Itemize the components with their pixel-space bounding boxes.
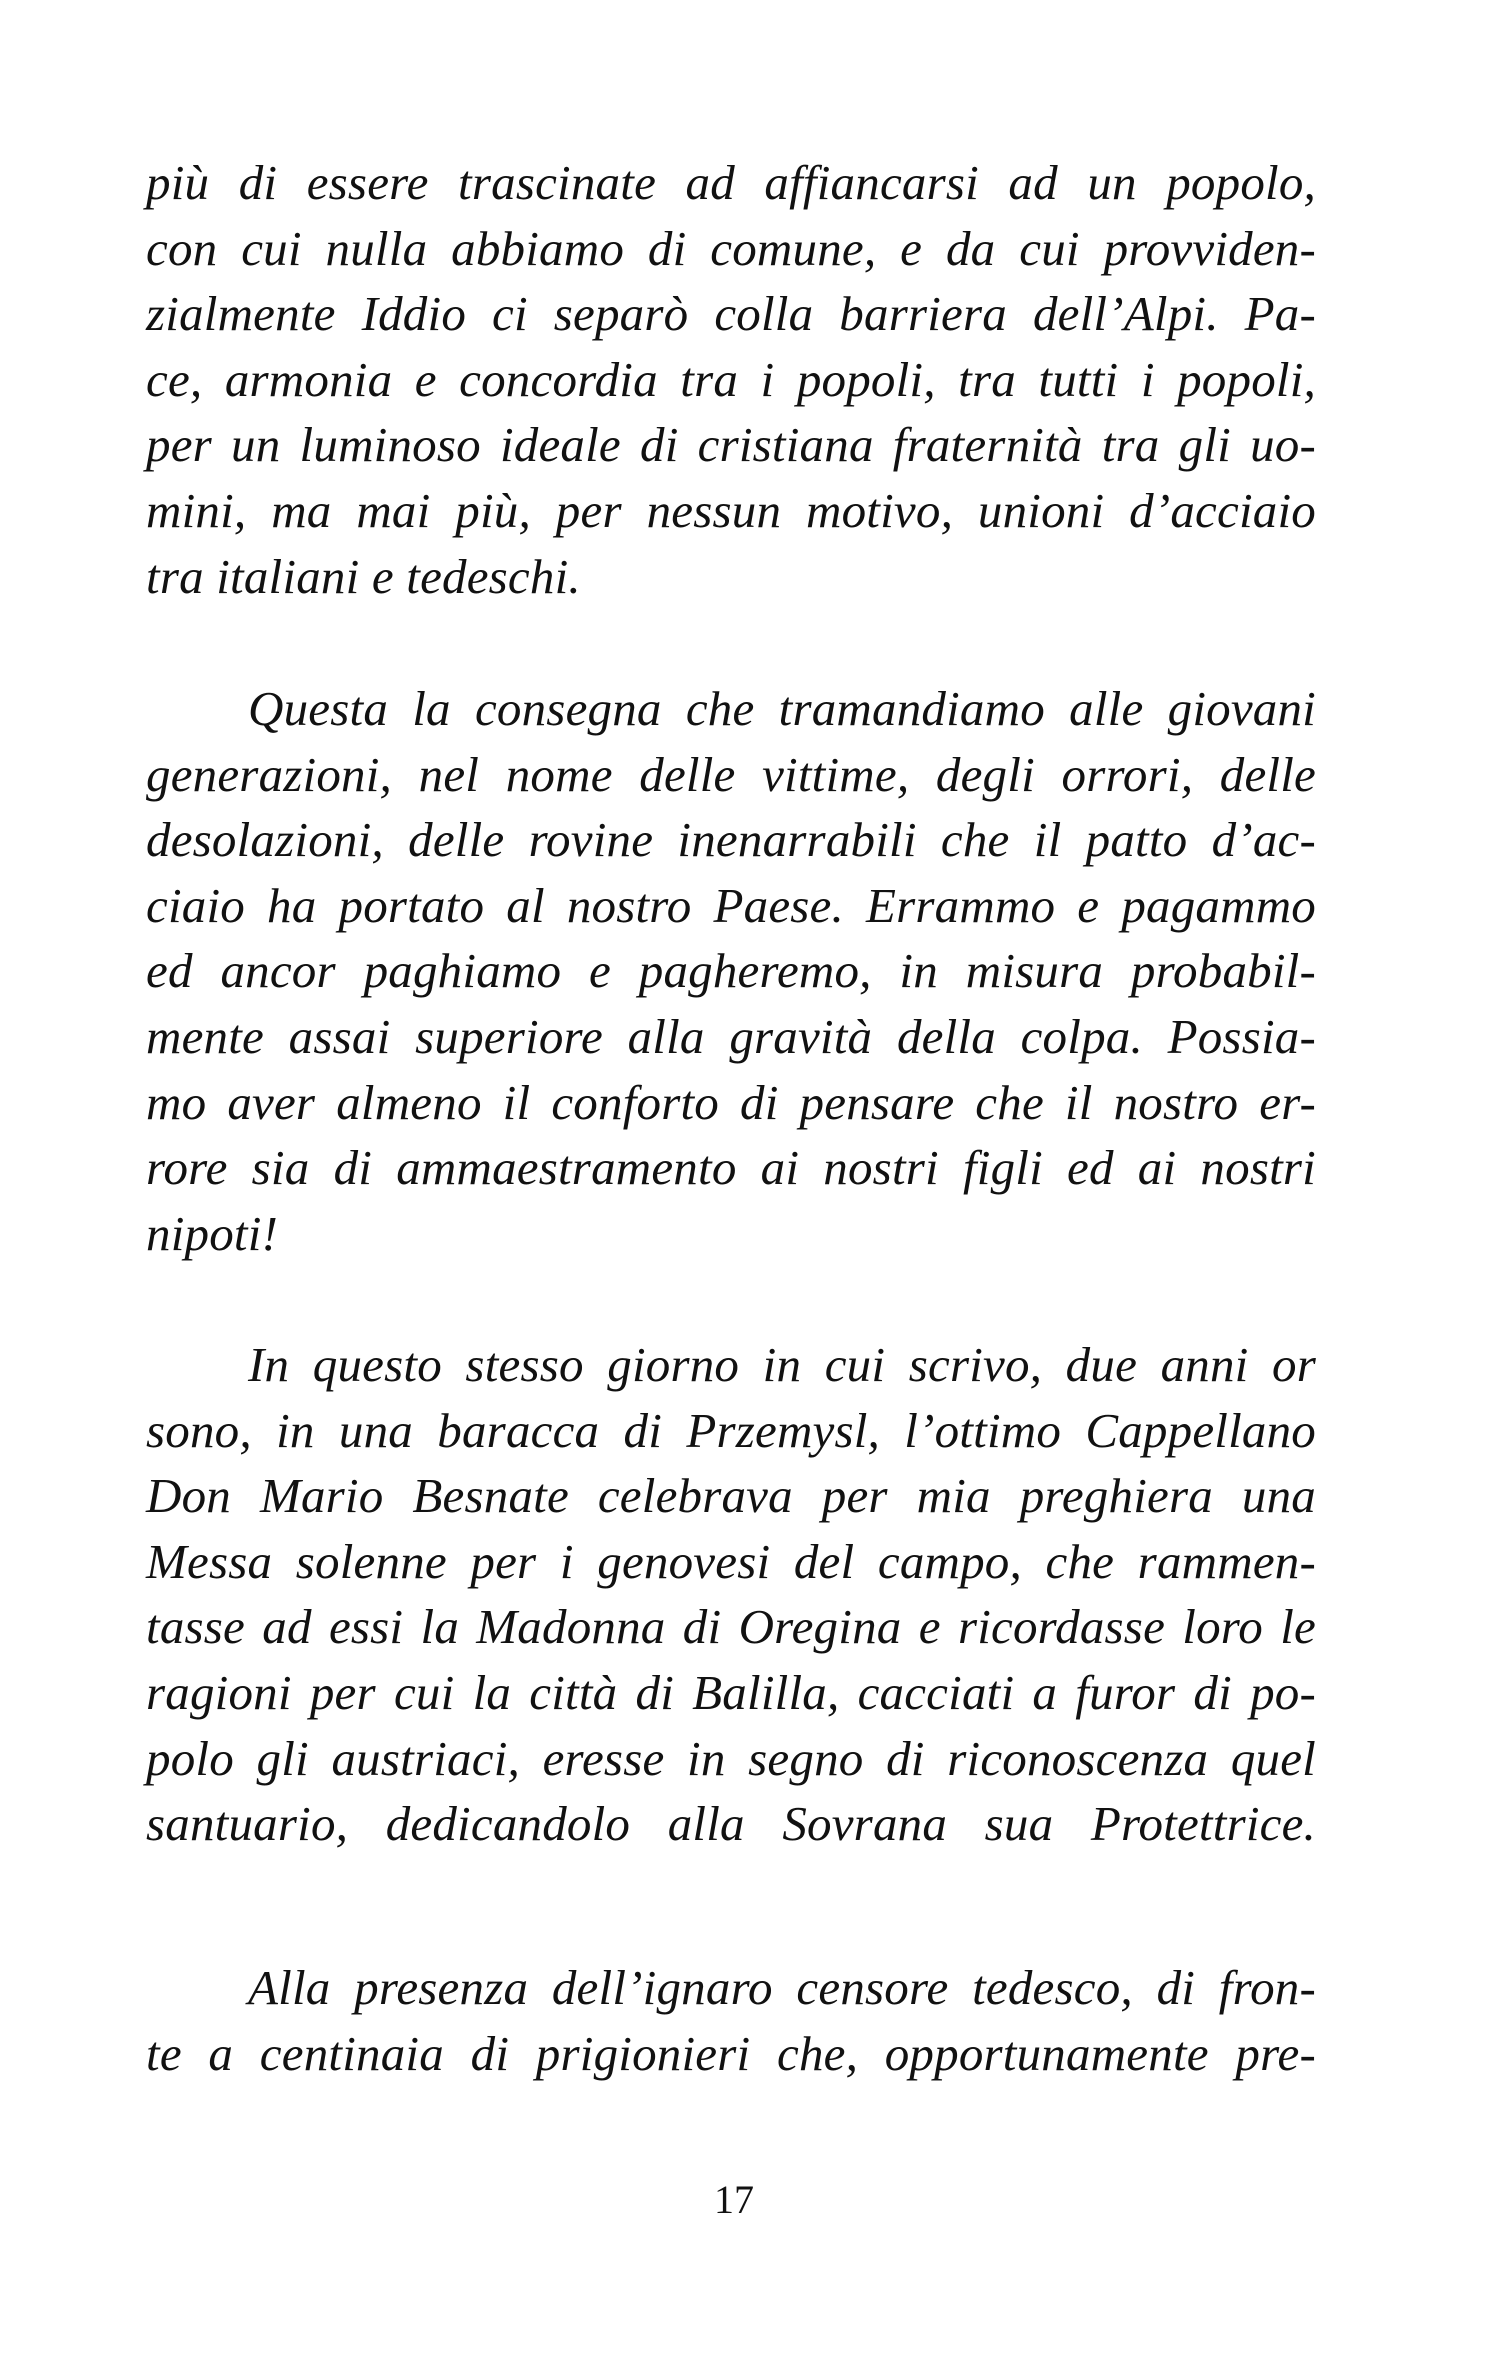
paragraph-4 xyxy=(146,1955,1316,2086)
text-line: desolazioni, delle rovine inenarrabili che il patto d’ac- xyxy=(146,812,1316,868)
text-line: tasse ad essi la Madonna di Oregina e ricordasse loro le xyxy=(146,1599,1316,1655)
text-line: rore sia di ammaestramento ai nostri figli ed ai nostri xyxy=(146,1140,1316,1196)
text-line: zialmente Iddio ci separò colla barriera dell’Alpi. Pa- xyxy=(146,286,1316,342)
text-line: sono, in una baracca di Przemysl, l’ottimo Cappellano xyxy=(146,1402,1316,1458)
text-line: santuario, dedicandolo alla Sovrana sua Protettrice. xyxy=(146,1796,1316,1852)
text-line: polo gli austriaci, eresse in segno di riconoscenza quel xyxy=(146,1730,1316,1786)
paragraph-3 xyxy=(146,1332,1316,1857)
text-line: ed ancor paghiamo e pagheremo, in misura probabil- xyxy=(146,943,1316,999)
text-line: mente assai superiore alla gravità della colpa. Possia- xyxy=(146,1008,1316,1064)
paragraph-1 xyxy=(146,150,1316,609)
text-line: ce, armonia e concordia tra i popoli, tra tutti i popoli, xyxy=(146,351,1316,407)
text-line: più di essere trascinate ad affiancarsi ad un popolo, xyxy=(146,155,1316,210)
text-line: Don Mario Besnate celebrava per mia preghiera una xyxy=(146,1468,1316,1524)
page-number: 17 xyxy=(714,2177,754,2222)
text-line: tra italiani e tedeschi. xyxy=(146,548,581,604)
text-line: generazioni, nel nome delle vittime, degli orrori, delle xyxy=(146,746,1316,802)
text-line: nipoti! xyxy=(146,1205,279,1261)
text-line: con cui nulla abbiamo di comune, e da cui provviden- xyxy=(146,220,1316,276)
text-line: mo aver almeno il conforto di pensare che il nostro er- xyxy=(146,1074,1316,1130)
text-line: te a centinaia di prigionieri che, opportunamente pre- xyxy=(146,2025,1316,2081)
text-line: Alla presenza dell’ignaro censore tedesco, di fron- xyxy=(248,1960,1316,2015)
text-line: ciaio ha portato al nostro Paese. Errammo e pagammo xyxy=(146,877,1316,933)
text-line: In questo stesso giorno in cui scrivo, due anni or xyxy=(248,1337,1316,1392)
text-line: Questa la consegna che tramandiamo alle giovani xyxy=(248,681,1316,736)
paragraph-2 xyxy=(146,676,1316,1266)
text-line: ragioni per cui la città di Balilla, cacciati a furor di po- xyxy=(146,1664,1316,1720)
text-line: mini, ma mai più, per nessun motivo, unioni d’acciaio xyxy=(146,482,1316,538)
text-line: per un luminoso ideale di cristiana fraternità tra gli uo- xyxy=(146,417,1316,473)
text-line: Messa solenne per i genovesi del campo, che rammen- xyxy=(146,1533,1316,1589)
